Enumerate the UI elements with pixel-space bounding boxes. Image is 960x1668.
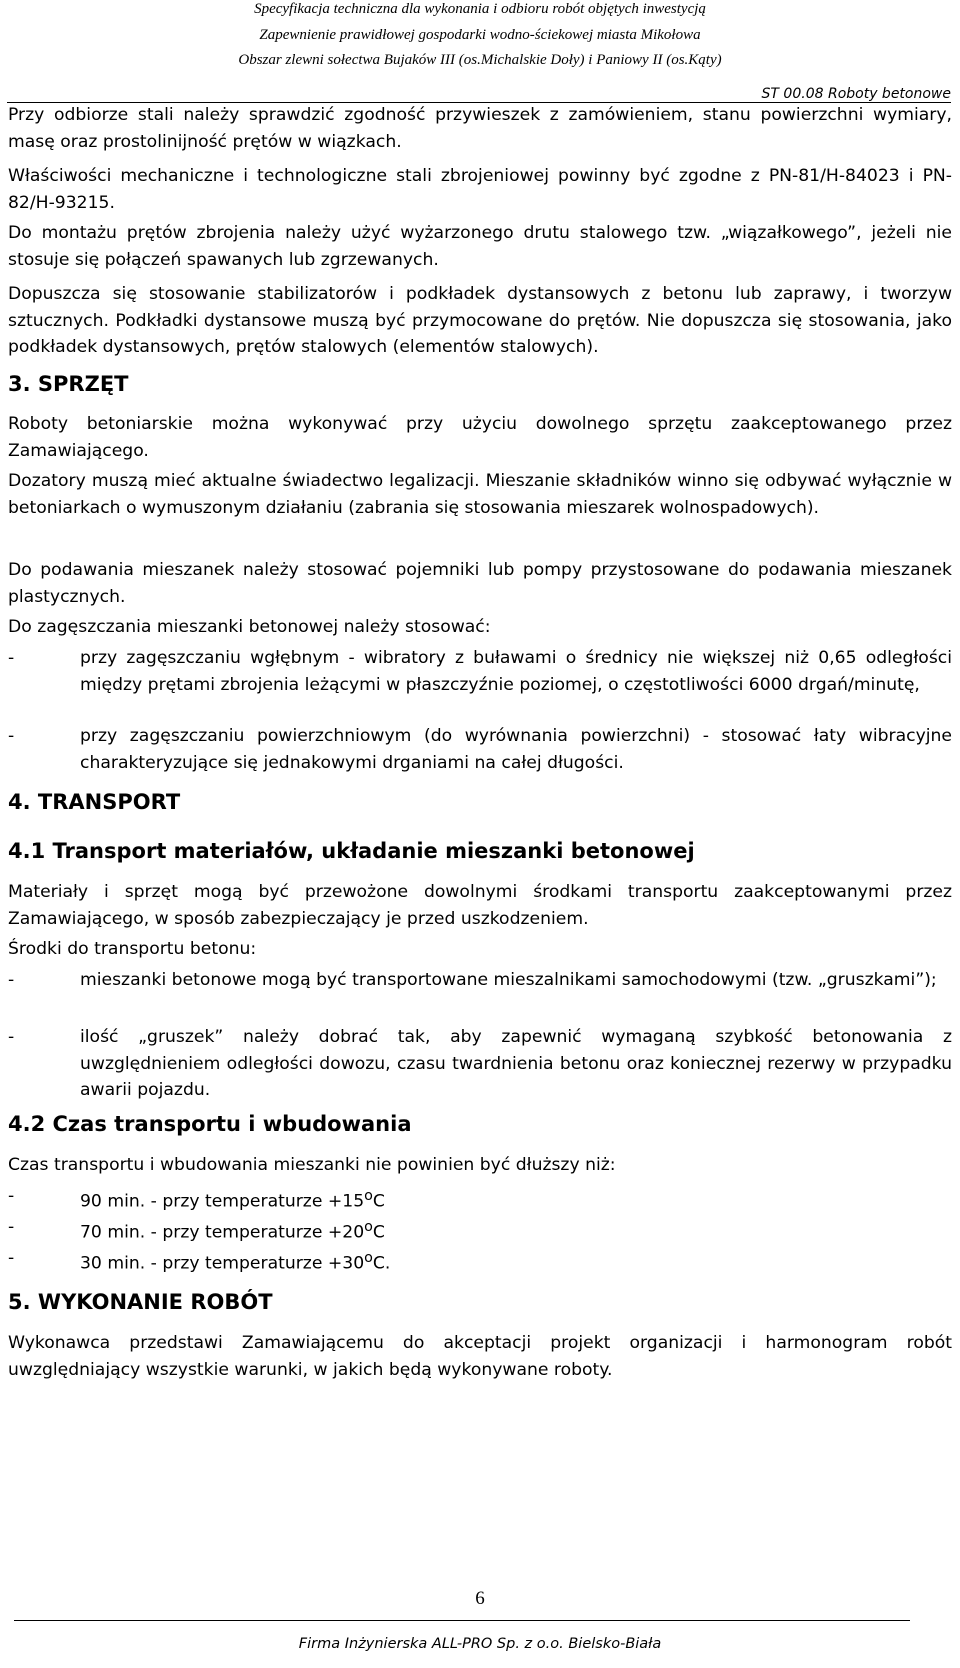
- time-item-text: 90 min. - przy temperaturze +15: [80, 1191, 365, 1212]
- list-dash: -: [8, 1248, 15, 1268]
- heading-transport: 4. TRANSPORT: [8, 790, 181, 814]
- paragraph-transport-means: Środki do transportu betonu:: [8, 939, 257, 959]
- list-item: [8, 723, 952, 776]
- list-item: [8, 1245, 952, 1277]
- heading-transport-time: 4.2 Czas transportu i wbudowania: [8, 1112, 412, 1136]
- list-dash: -: [8, 970, 15, 990]
- temperature-unit: C.: [372, 1253, 391, 1274]
- list-item: [8, 967, 952, 994]
- paragraph-dosing-mixing: Dozatory muszą mieć aktualne świadectwo legalizacji. Mieszanie składników winno się odbywać wyłącznie w betoniarkach o wymuszonym działaniu (zabrania się stosowania mieszarek wolnospadowych).: [8, 471, 952, 518]
- list-item-text: mieszanki betonowe mogą być transportowane mieszalnikami samochodowymi (tzw. „gruszkami”);: [80, 970, 937, 990]
- list-item: [8, 645, 952, 698]
- list-item-text: [80, 1245, 952, 1277]
- header-line-1: Specyfikacja techniczna dla wykonania i odbioru robót objętych inwestycją: [254, 1, 706, 17]
- paragraph-compaction-intro: Do zagęszczania mieszanki betonowej należy stosować:: [8, 617, 491, 637]
- paragraph-transport-time: Czas transportu i wbudowania mieszanki nie powinien być dłuższy niż:: [8, 1155, 616, 1175]
- degree-mark: o: [364, 1219, 373, 1235]
- list-item-text: przy zagęszczaniu wgłębnym - wibratory z buławami o średnicy nie większej niż 0,65 odległości między prętami zbrojenia leżącymi w płaszczyźnie poziomej, o częstotliwości 6000 drgań/minutę,: [80, 648, 952, 695]
- paragraph-transport-materials: Materiały i sprzęt mogą być przewożone dowolnymi środkami transportu zaakceptowanymi przez Zamawiającego, w sposób zabezpieczający je przed uszkodzeniem.: [8, 882, 952, 929]
- list-item: [8, 1183, 952, 1215]
- paragraph-spacers: Dopuszcza się stosowanie stabilizatorów i podkładek dystansowych z betonu lub zaprawy, i tworzyw sztucznych. Podkładki dystansowe muszą być przymocowane do prętów. Nie dopuszcza się stosowania, jako podkładek dystansowych, prętów stalowych (elementów stalowych).: [8, 284, 952, 357]
- paragraph-binding-wire: Do montażu prętów zbrojenia należy użyć wyżarzonego drutu stalowego tzw. „wiązałkowego”, jeżeli nie stosuje się połączeń spawanych lub zgrzewanych.: [8, 223, 952, 270]
- list-dash: -: [8, 726, 15, 746]
- degree-mark: o: [364, 1250, 373, 1266]
- list-item-text: ilość „gruszek” należy dobrać tak, aby zapewnić wymaganą szybkość betonowania z uwzględnieniem odległości dowozu, czasu twardnienia betonu oraz koniecznej rezerwy w przypadku awarii pojazdu.: [80, 1027, 952, 1100]
- paragraph-delivery: Do podawania mieszanek należy stosować pojemniki lub pompy przystosowane do podawania mieszanek plastycznych.: [8, 560, 952, 607]
- paragraph-steel-inspection: Przy odbiorze stali należy sprawdzić zgodność przywieszek z zamówieniem, stanu powierzchni wymiary, masę oraz prostolinijność prętów w wiązkach.: [8, 105, 952, 152]
- temperature-unit: C: [372, 1191, 385, 1212]
- list-dash: -: [8, 1217, 15, 1237]
- degree-mark: o: [364, 1188, 373, 1204]
- list-dash: -: [8, 1186, 15, 1206]
- list-item-text: [80, 1214, 952, 1246]
- heading-execution: 5. WYKONANIE ROBÓT: [8, 1290, 273, 1314]
- time-item-text: 70 min. - przy temperaturze +20: [80, 1222, 365, 1243]
- heading-equipment: 3. SPRZĘT: [8, 372, 129, 396]
- header-line-3: Obszar zlewni sołectwa Bujaków III (os.Michalskie Doły) i Paniowy II (os.Kąty): [238, 52, 722, 68]
- list-item: [8, 1024, 952, 1104]
- list-item-text: [80, 1183, 952, 1215]
- list-dash: -: [8, 1027, 15, 1047]
- temperature-unit: C: [372, 1222, 385, 1243]
- page-number: 6: [475, 1588, 485, 1609]
- paragraph-steel-properties: Właściwości mechaniczne i technologiczne stali zbrojeniowej powinny być zgodne z PN-81/H-84023 i PN-82/H-93215.: [8, 166, 952, 213]
- time-item-text: 30 min. - przy temperaturze +30: [80, 1253, 365, 1274]
- list-item-text: przy zagęszczaniu powierzchniowym (do wyrównania powierzchni) - stosować łaty wibracyjne charakteryzujące się jednakowymi drganiami na całej długości.: [80, 726, 952, 773]
- paragraph-execution: Wykonawca przedstawi Zamawiającemu do akceptacji projekt organizacji i harmonogram robót uwzględniający wszystkie warunki, w jakich będą wykonywane roboty.: [8, 1333, 952, 1380]
- footer-rule: [14, 1620, 910, 1621]
- list-dash: -: [8, 648, 15, 668]
- header-line-2: Zapewnienie prawidłowej gospodarki wodno-ściekowej miasta Mikołowa: [259, 27, 701, 43]
- list-item: [8, 1214, 952, 1246]
- paragraph-equipment: Roboty betoniarskie można wykonywać przy użyciu dowolnego sprzętu zaakceptowanego przez Zamawiającego.: [8, 414, 952, 461]
- section-code: ST 00.08 Roboty betonowe: [761, 86, 951, 102]
- heading-transport-materials: 4.1 Transport materiałów, układanie mieszanki betonowej: [8, 839, 695, 863]
- footer: Firma Inżynierska ALL-PRO Sp. z o.o. Bielsko-Biała: [298, 1636, 662, 1652]
